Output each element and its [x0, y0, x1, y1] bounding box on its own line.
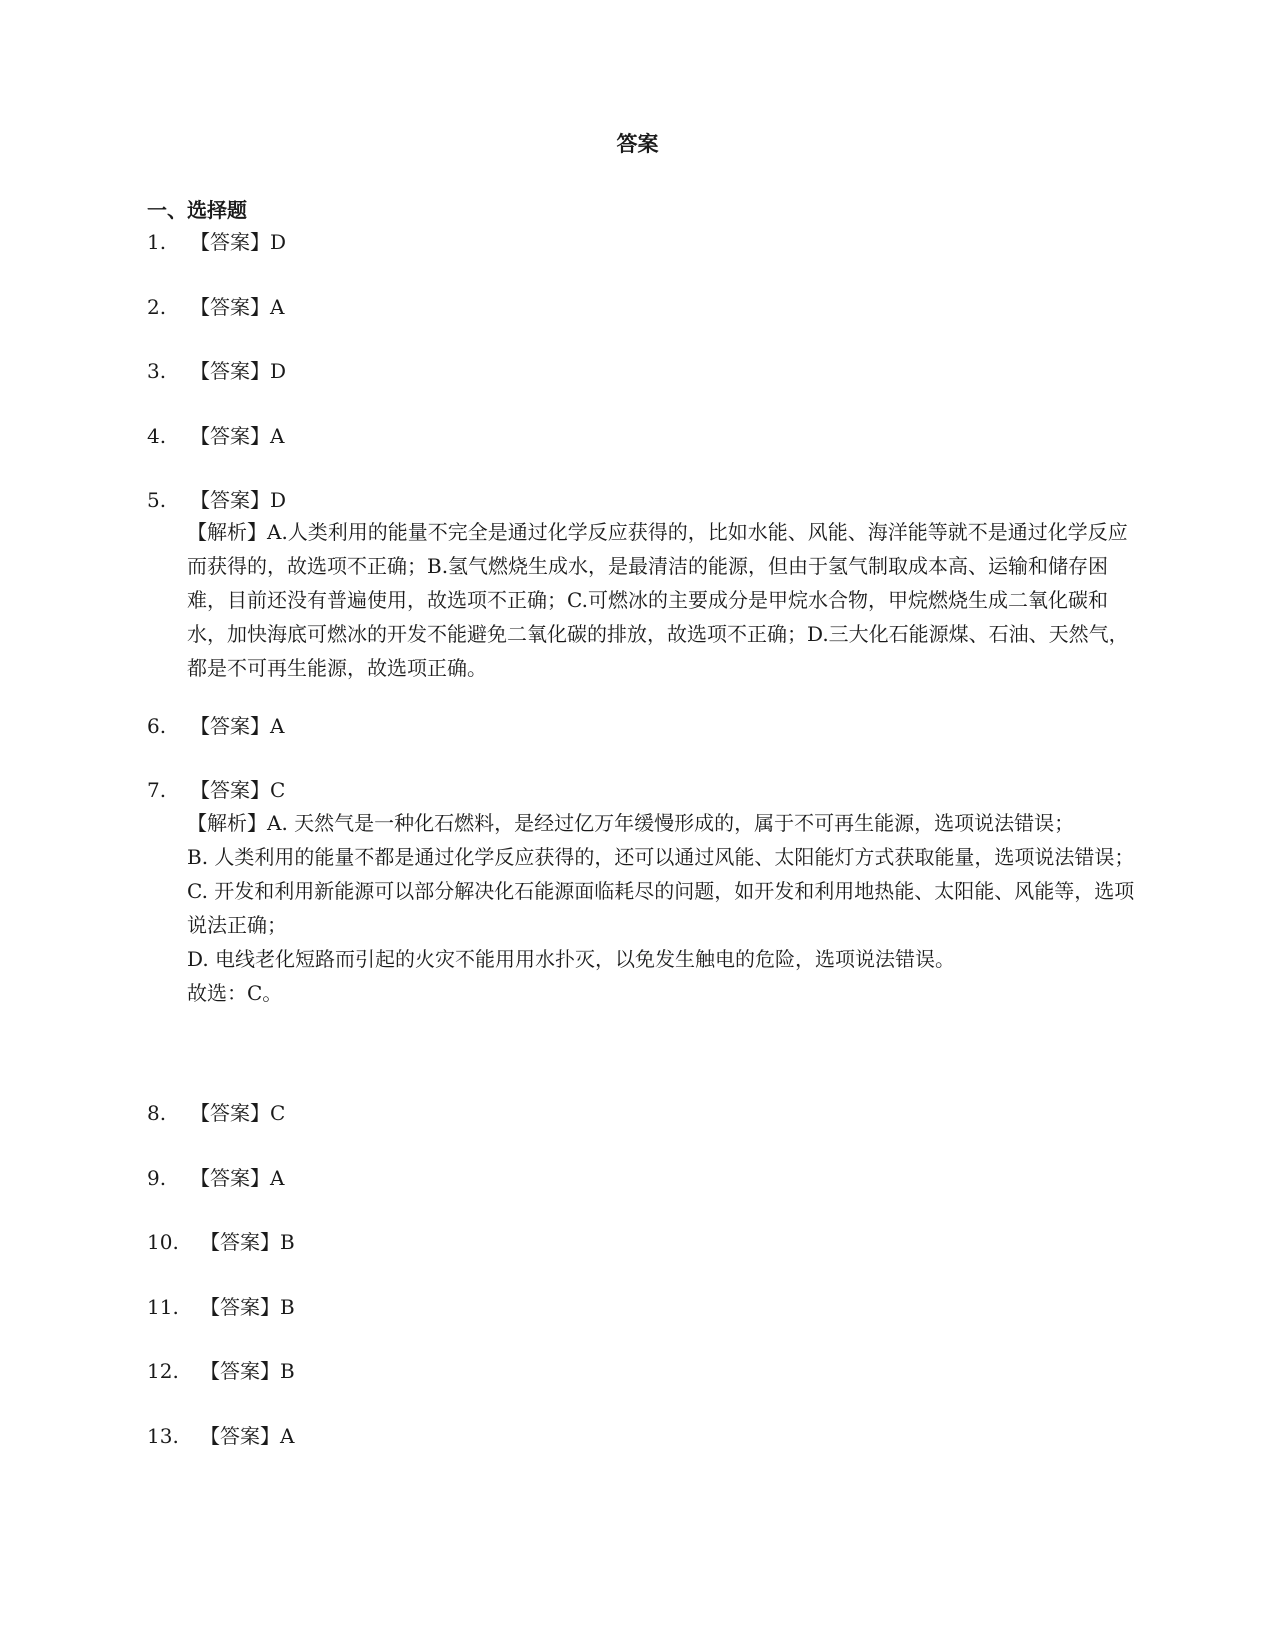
explanation-line: D. 电线老化短路而引起的火灾不能用用水扑灭，以免发生触电的危险，选项说法错误。: [187, 947, 956, 971]
answer-label: 【答案】: [190, 424, 270, 448]
explanation-line: C. 开发和利用新能源可以部分解决化石能源面临耗尽的问题，如开发和利用地热能、太阳能、风能等，选项说法正确；: [187, 879, 1135, 937]
answer-value: A: [280, 1424, 295, 1448]
answer-label: 【答案】: [200, 1424, 280, 1448]
answer-item-4: [147, 422, 284, 450]
question-number: 13.: [147, 1424, 179, 1448]
answer-value: A: [270, 295, 285, 319]
answer-label: 【答案】: [200, 1359, 280, 1383]
answer-item-12: [147, 1357, 295, 1385]
explanation-line: 【解析】A. 天然气是一种化石燃料，是经过亿万年缓慢形成的，属于不可再生能源，选项说法错误；: [187, 811, 1075, 835]
answer-label: 【答案】: [200, 1230, 280, 1254]
question-number: 1.: [147, 230, 167, 254]
question-number: 2.: [147, 295, 167, 319]
answer-item-3: [147, 357, 286, 385]
answer-value: D: [270, 359, 287, 383]
answer-value: A: [270, 424, 285, 448]
answer-item-11: [147, 1293, 295, 1321]
answer-label: 【答案】: [190, 1101, 270, 1125]
question-number: 9.: [147, 1166, 167, 1190]
answer-item-1: [147, 228, 286, 256]
answer-value: B: [280, 1230, 295, 1254]
answer-value: B: [280, 1359, 295, 1383]
explanation-text: 【解析】A.人类利用的能量不完全是通过化学反应获得的，比如水能、风能、海洋能等就不是通过化学反应而获得的，故选项不正确；B.氢气燃烧生成水，是最清洁的能源，但由于氢气制取成本高、运输和储存困难，目前还没有普遍使用，故选项不正确；C.可燃冰的主要成分是甲烷水合物，甲烷燃烧生成二氧化碳和水，加快海底可燃冰的开发不能避免二氧化碳的排放，故选项不正确；D.三大化石能源煤、石油、天然气，都是不可再生能源，故选项正确。: [187, 520, 1129, 680]
answer-label: 【答案】: [190, 295, 270, 319]
answer-label: 【答案】: [190, 714, 270, 738]
question-number: 12.: [147, 1359, 179, 1383]
answer-item-6: [147, 712, 284, 740]
answer-label: 【答案】: [190, 359, 270, 383]
question-number: 10.: [147, 1230, 179, 1254]
answer-label: 【答案】: [190, 1166, 270, 1190]
answer-item-10: [147, 1228, 295, 1256]
question-number: 8.: [147, 1101, 167, 1125]
explanation-conclusion: 故选：C。: [187, 981, 283, 1005]
answer-item-13: [147, 1422, 294, 1450]
answer-item-7: [147, 776, 285, 804]
answer-label: 【答案】: [190, 230, 270, 254]
explanation-q7: [187, 806, 1137, 1010]
answer-value: C: [270, 1101, 286, 1125]
explanation-line: B. 人类利用的能量不都是通过化学反应获得的，还可以通过风能、太阳能灯方式获取能量，选项说法错误；: [187, 845, 1135, 869]
answer-value: C: [270, 778, 286, 802]
answer-value: D: [270, 488, 287, 512]
answer-value: B: [280, 1295, 295, 1319]
answer-item-5: [147, 486, 286, 514]
answer-value: D: [270, 230, 287, 254]
page-title: 答案: [616, 132, 659, 156]
answer-label: 【答案】: [200, 1295, 280, 1319]
question-number: 3.: [147, 359, 167, 383]
question-number: 5.: [147, 488, 167, 512]
question-number: 11.: [147, 1295, 179, 1319]
answer-label: 【答案】: [190, 488, 270, 512]
answer-label: 【答案】: [190, 778, 270, 802]
explanation-q5: [187, 515, 1137, 685]
answer-item-2: [147, 293, 284, 321]
section-heading: 一、选择题: [147, 198, 247, 222]
question-number: 7.: [147, 778, 167, 802]
question-number: 6.: [147, 714, 167, 738]
answer-value: A: [270, 714, 285, 738]
answer-value: A: [270, 1166, 285, 1190]
answer-item-8: [147, 1099, 285, 1127]
answer-item-9: [147, 1164, 284, 1192]
question-number: 4.: [147, 424, 167, 448]
